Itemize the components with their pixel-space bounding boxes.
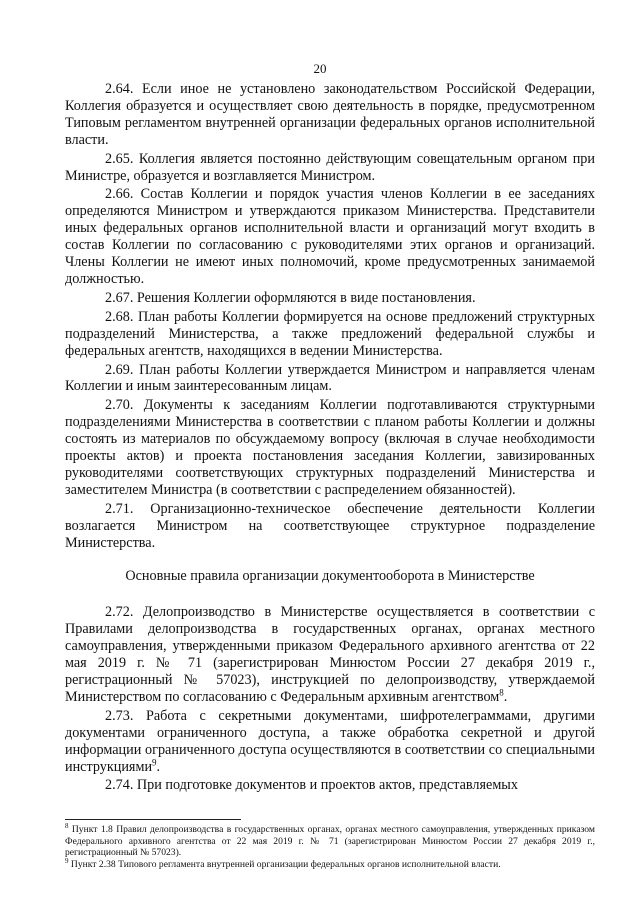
footnote-9-text: Пункт 2.38 Типового регламента внутренней организации федеральных органов исполнительной власти.	[70, 858, 501, 870]
paragraph-2-69: 2.69. План работы Коллегии утверждается Министром и направляется членам Коллегии и иным заинтересованным лицам.	[65, 361, 595, 395]
footnote-ref-9: 9	[152, 756, 157, 767]
paragraph-2-66: 2.66. Состав Коллегии и порядок участия членов Коллегии в ее заседаниях определяются Министром и утверждаются приказом Министерства. Представители иных федеральных органов исполнительной власти и организаций могут входить в состав Коллегии по согласованию с руководителями этих органов и организаций. Члены Коллегии не имеют иных полномочий, кроме предусмотренных занимаемой должностью.	[65, 186, 595, 287]
paragraph-2-72: 2.72. Делопроизводство в Министерстве осуществляется в соответствии с Правилами делопроизводства в государственных органах, органах местного самоуправления, утвержденными приказом Федерального архивного агентства от 22 мая 2019 г. № 71 (зарегистрирован Минюстом России 27 декабря 2019 г., регистрационный № 57023), инструкцией по делопроизводству, утверждаемой Министерством по согласованию с Федеральным архивным агентством$^8$.	[65, 604, 595, 705]
paragraph-2-71: 2.71. Организационно-техническое обеспечение деятельности Коллегии возлагается Министром на соответствующее структурное подразделение Министерства.	[65, 500, 595, 551]
paragraph-2-65: 2.65. Коллегия является постоянно действующим совещательным органом при Министре, образуется и возглавляется Министром.	[65, 150, 595, 184]
footnotes	[65, 821, 595, 870]
footnote-ref-8: 8	[499, 687, 504, 698]
paragraph-2-72-text: 2.72. Делопроизводство в Министерстве осуществляется в соответствии с Правилами делопроизводства в государственных органах, органах местного самоуправления, утвержденными приказом Федерального архивного агентства от 22 мая 2019 г. № 71 (зарегистрирован Минюстом России 27 декабря 2019 г., регистрационный № 57023), инструкцией по делопроизводству, утверждаемой Министерством по согласованию с Федеральным архивным агентством	[65, 604, 595, 705]
footnote-9	[65, 856, 595, 871]
footnote-divider	[65, 819, 241, 820]
document-body	[65, 81, 595, 794]
footnote-9-mark: 9	[65, 856, 69, 865]
paragraph-2-67: 2.67. Решения Коллегии оформляются в виде постановления.	[105, 289, 476, 306]
section-heading: Основные правила организации документооборота в Министерстве	[125, 568, 535, 585]
paragraph-2-64: 2.64. Если иное не установлено законодательством Российской Федерации, Коллегия образуется и осуществляет свою деятельность в порядке, предусмотренном Типовым регламентом внутренней организации федеральных органов исполнительной власти.	[65, 81, 595, 148]
footnote-8-mark: 8	[65, 821, 69, 830]
page-number: 20	[313, 61, 327, 76]
paragraph-2-68: 2.68. План работы Коллегии формируется на основе предложений структурных подразделений Министерства, а также предложений федеральной службы и федеральных агентств, находящихся в ведении Министерства.	[65, 308, 595, 359]
footnote-8-text: Пункт 1.8 Правил делопроизводства в государственных органах, органах местного самоуправления, утвержденных приказом Федерального архивного агентства от 22 мая 2019 г. № 71 (зарегистрирован Минюстом России 27 декабря 2019 г., регистрационный № 57023).	[65, 824, 595, 859]
paragraph-2-73: 2.73. Работа с секретными документами, шифротелеграммами, другими документами ограниченного доступа, а также обработка секретной и другой информации ограниченного доступа осуществляются в соответствии со специальными инструкциями$^9$.	[65, 707, 595, 775]
paragraph-2-73-text: 2.73. Работа с секретными документами, шифротелеграммами, другими документами ограниченного доступа, а также обработка секретной и другой информации ограниченного доступа осуществляются в соответствии со специальными инструкциями	[65, 707, 595, 775]
footnote-8	[65, 821, 595, 859]
paragraph-2-70: 2.70. Документы к заседаниям Коллегии подготавливаются структурными подразделениями Министерства в соответствии с планом работы Коллегии и должны состоять из материалов по обсуждаемому вопросу (включая в случае необходимости проекты актов) и проекта постановления заседания Коллегии, завизированных руководителями соответствующих структурных подразделений Министерства и заместителем Министра (в соответствии с распределением обязанностей).	[65, 397, 595, 498]
paragraph-2-74: 2.74. При подготовке документов и проектов актов, представляемых	[105, 777, 518, 794]
